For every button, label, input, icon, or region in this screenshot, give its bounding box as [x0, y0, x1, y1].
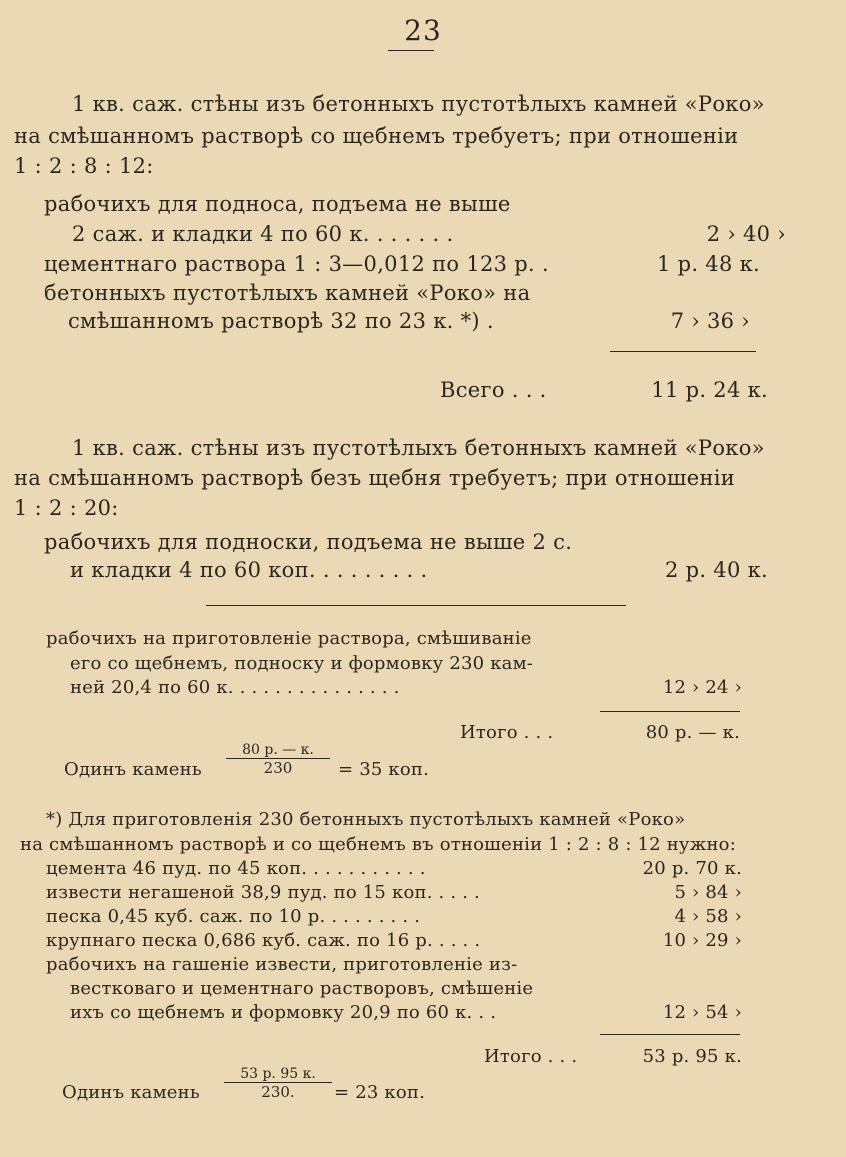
section2-intro-line2: на смѣшанномъ растворѣ безъ щебня требуетъ; при отношеніи — [14, 466, 736, 490]
section3-line2: его со щебнемъ, подноску и формовку 230 кам- — [70, 653, 534, 674]
section3-fraction — [226, 742, 330, 777]
section2-item1-line1: рабочихъ для подноски, подъема не выше 2 с. — [44, 530, 573, 554]
page-number: 23 — [404, 14, 442, 47]
footnote-fraction — [224, 1066, 332, 1101]
footnote-labor-line3: ихъ со щебнемъ и формовку 20,9 по 60 к. . . — [70, 1002, 497, 1023]
section3-line1: рабочихъ на приготовленіе раствора, смѣшиваніе — [46, 628, 532, 649]
section3-total-label: Итого . . . — [460, 722, 554, 743]
section1-total-value: 11 р. 24 к. — [651, 378, 768, 402]
section3-total-value: 80 р. — к. — [645, 722, 740, 743]
section2-item1-line2: и кладки 4 по 60 коп. . . . . . . . . — [70, 558, 428, 582]
section1-item3-value: 7 › 36 › — [670, 309, 750, 333]
footnote-line2: на смѣшанномъ растворѣ и со щебнемъ въ отношеніи 1 : 2 : 8 : 12 нужно: — [20, 834, 736, 855]
footnote-item-sand-value: 4 › 58 › — [674, 906, 742, 927]
section3-sum-rule — [600, 711, 740, 712]
footnote-item-lime-value: 5 › 84 › — [674, 882, 742, 903]
section1-intro-line2: на смѣшанномъ растворѣ со щебнемъ требуетъ; при отношеніи — [14, 124, 739, 148]
footnote-fraction-numerator: 53 р. 95 к. — [224, 1066, 332, 1083]
section3-fraction-numerator: 80 р. — к. — [226, 742, 330, 759]
section1-item1-line2: 2 саж. и кладки 4 по 60 к. . . . . . . — [72, 222, 454, 246]
section1-item2-line1: цементнаго раствора 1 : 3—0,012 по 123 р. . — [44, 252, 549, 276]
section2-intro-line1: 1 кв. саж. стѣны изъ пустотѣлыхъ бетонныхъ камней «Роко» — [72, 436, 765, 460]
footnote-item-coarse-sand-value: 10 › 29 › — [662, 930, 742, 951]
footnote-total-label: Итого . . . — [484, 1046, 578, 1067]
footnote-item-coarse-sand: крупнаго песка 0,686 куб. саж. по 16 р. . . . . — [46, 930, 481, 951]
section3-fraction-denominator: 230 — [263, 759, 293, 777]
footnote-fraction-denominator: 230. — [261, 1083, 295, 1101]
section1-intro-line3: 1 : 2 : 8 : 12: — [14, 154, 154, 178]
section2-item1-value: 2 р. 40 к. — [664, 558, 768, 582]
section1-item1-value: 2 › 40 › — [706, 222, 786, 246]
section1-item3-line2: смѣшанномъ растворѣ 32 по 23 к. *) . — [68, 309, 494, 333]
footnote-stone-label: Одинъ камень — [62, 1082, 200, 1103]
section-divider — [206, 605, 626, 606]
section2-intro-line3: 1 : 2 : 20: — [14, 496, 119, 520]
section1-item2-value: 1 р. 48 к. — [656, 252, 760, 276]
section3-line3: ней 20,4 по 60 к. . . . . . . . . . . . . . . — [70, 677, 400, 698]
section1-item1-line1: рабочихъ для подноса, подъема не выше — [44, 192, 511, 216]
section3-stone-result: = 35 коп. — [338, 759, 430, 780]
footnote-total-value: 53 р. 95 к. — [642, 1046, 742, 1067]
section1-item3-line1: бетонныхъ пустотѣлыхъ камней «Роко» на — [44, 281, 531, 305]
footnote-line1: *) Для приготовленія 230 бетонныхъ пустотѣлыхъ камней «Роко» — [46, 809, 686, 830]
footnote-item-sand: песка 0,45 куб. саж. по 10 р. . . . . . . . . — [46, 906, 421, 927]
section1-total-label: Всего . . . — [440, 378, 547, 402]
footnote-item-cement: цемента 46 пуд. по 45 коп. . . . . . . . . . . — [46, 858, 426, 879]
footnote-labor-line1: рабочихъ на гашеніе извести, приготовленіе из- — [46, 954, 518, 975]
section1-sum-rule — [610, 351, 756, 352]
footnote-item-lime: извести негашеной 38,9 пуд. по 15 коп. . . . . — [46, 882, 480, 903]
section3-stone-label: Одинъ камень — [64, 759, 202, 780]
footnote-labor-line2: вестковаго и цементнаго растворовъ, смѣшеніе — [70, 978, 534, 999]
section3-value: 12 › 24 › — [662, 677, 742, 698]
footnote-stone-result: = 23 коп. — [334, 1082, 426, 1103]
footnote-item-cement-value: 20 р. 70 к. — [642, 858, 742, 879]
footnote-sum-rule — [600, 1034, 740, 1035]
footnote-labor-value: 12 › 54 › — [662, 1002, 742, 1023]
page-number-underline — [388, 50, 434, 51]
section1-intro-line1: 1 кв. саж. стѣны изъ бетонныхъ пустотѣлыхъ камней «Роко» — [72, 92, 765, 116]
